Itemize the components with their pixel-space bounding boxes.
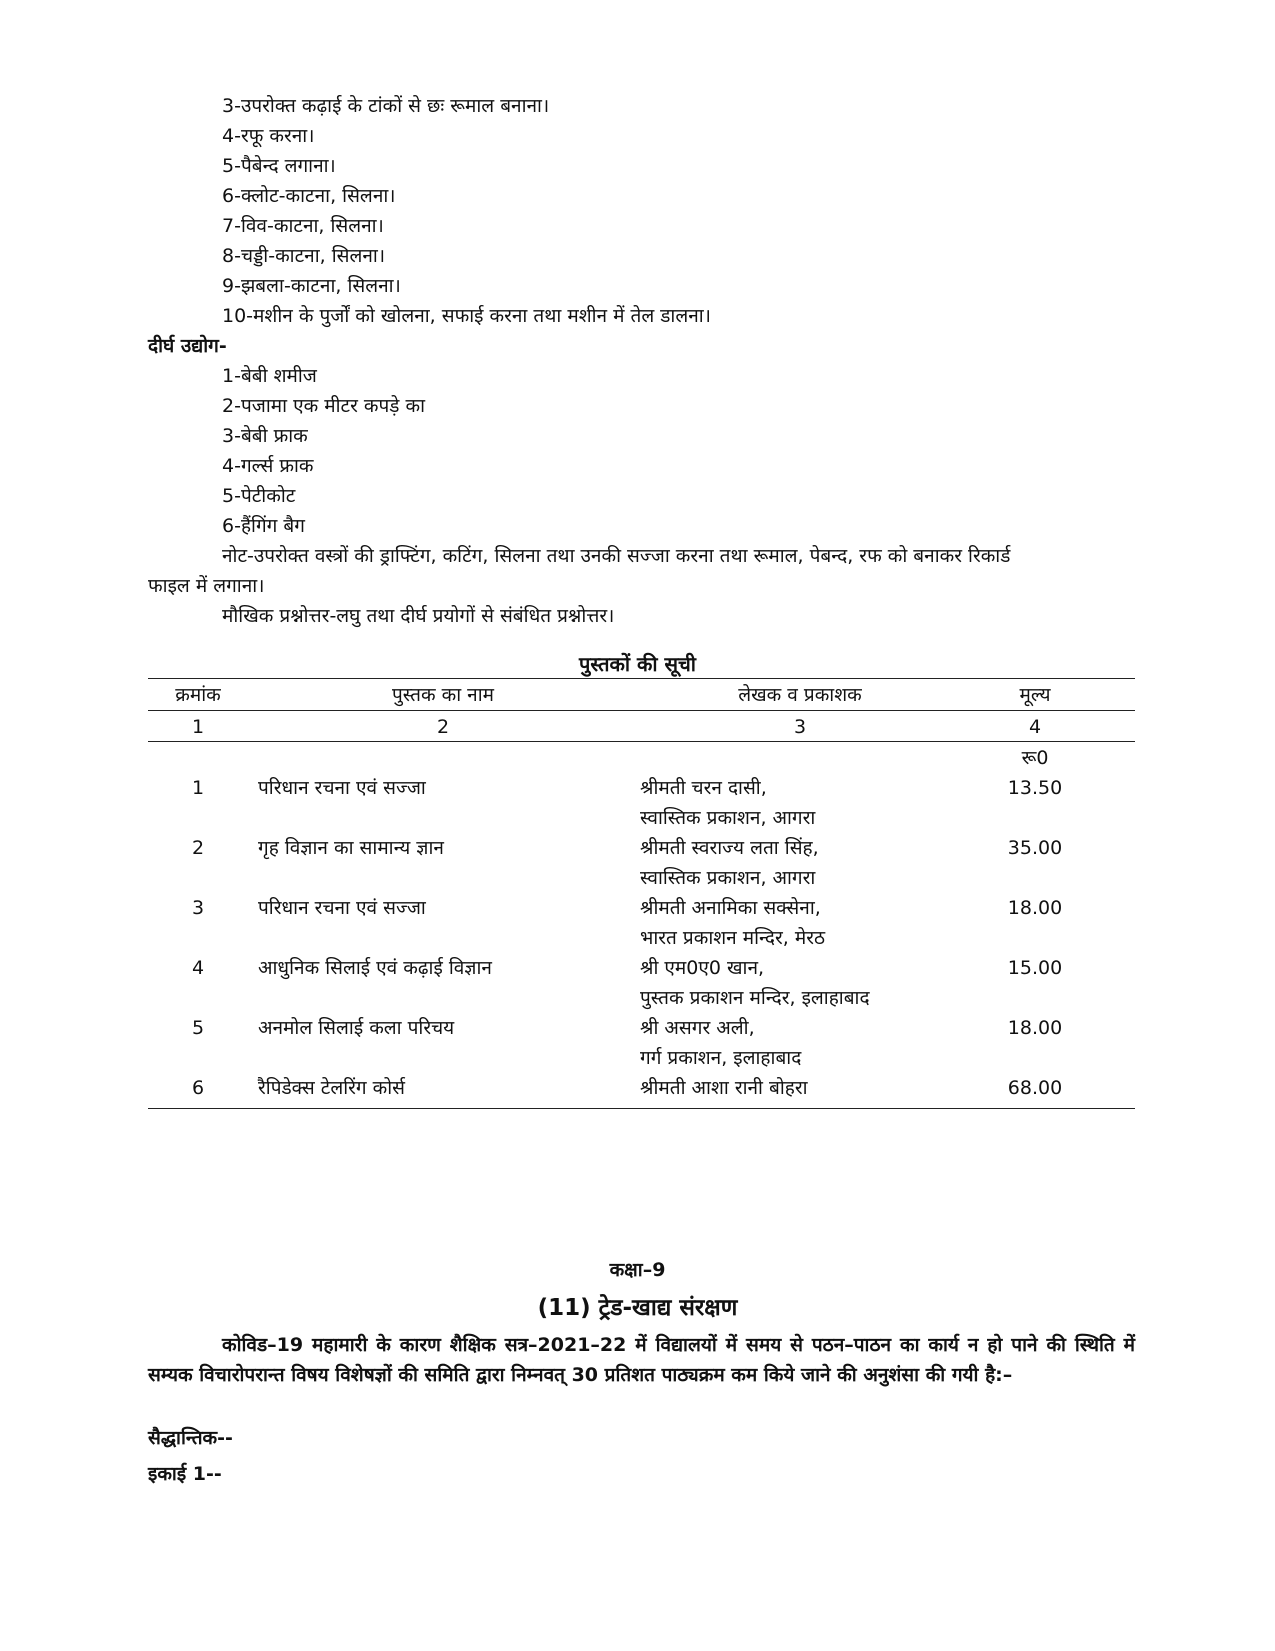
header-book-name: पुस्तक का नाम bbox=[391, 684, 495, 706]
practical-item: 5-पैबेन्द लगाना। bbox=[222, 155, 336, 177]
header-author-publisher: लेखक व प्रकाशक bbox=[738, 684, 862, 706]
unit-heading: इकाई 1-- bbox=[148, 1463, 222, 1485]
header-number: 1 bbox=[191, 716, 205, 738]
long-practical-item: 5-पेटीकोट bbox=[222, 485, 296, 507]
row-author: श्रीमती आशा रानी बोहरा bbox=[640, 1077, 808, 1099]
long-practical-item: 4-गर्ल्स फ्राक bbox=[222, 455, 314, 477]
row-publisher: भारत प्रकाशन मन्दिर, मेरठ bbox=[640, 927, 826, 949]
row-book-name: परिधान रचना एवं सज्जा bbox=[258, 897, 426, 919]
row-publisher: स्वास्तिक प्रकाशन, आगरा bbox=[640, 867, 816, 889]
header-price: मूल्य bbox=[1019, 684, 1051, 706]
row-publisher: स्वास्तिक प्रकाशन, आगरा bbox=[640, 807, 816, 829]
theory-heading: सैद्धान्तिक-- bbox=[148, 1427, 233, 1449]
practical-item: 7-विव-काटना, सिलना। bbox=[222, 215, 384, 237]
oral-questions-line: मौखिक प्रश्नोत्तर-लघु तथा दीर्घ प्रयोगों से संबंधित प्रश्नोत्तर। bbox=[222, 605, 615, 627]
row-price: 35.00 bbox=[1007, 837, 1063, 859]
currency-label: रू0 bbox=[1021, 747, 1049, 769]
header-number: 4 bbox=[1028, 716, 1042, 738]
row-price: 15.00 bbox=[1007, 957, 1063, 979]
row-author: श्री असगर अली, bbox=[640, 1017, 755, 1039]
row-price: 13.50 bbox=[1007, 777, 1063, 799]
practical-item: 6-क्लोट-काटना, सिलना। bbox=[222, 185, 396, 207]
row-book-name: गृह विज्ञान का सामान्य ज्ञान bbox=[258, 837, 444, 859]
practical-item: 10-मशीन के पुर्जों को खोलना, सफाई करना तथा मशीन में तेल डालना। bbox=[222, 305, 711, 327]
long-practical-item: 6-हैंगिंग बैग bbox=[222, 515, 305, 537]
header-number: 3 bbox=[793, 716, 807, 738]
practical-item: 4-रफू करना। bbox=[222, 125, 315, 147]
row-sno: 1 bbox=[191, 777, 205, 799]
long-practical-item: 3-बेबी फ्राक bbox=[222, 425, 308, 447]
row-sno: 5 bbox=[191, 1017, 205, 1039]
row-author: श्रीमती चरन दासी, bbox=[640, 777, 767, 799]
practical-item: 9-झबला-काटना, सिलना। bbox=[222, 275, 401, 297]
row-publisher: गर्ग प्रकाशन, इलाहाबाद bbox=[640, 1047, 802, 1069]
row-book-name: आधुनिक सिलाई एवं कढ़ाई विज्ञान bbox=[258, 957, 492, 979]
row-sno: 2 bbox=[191, 837, 205, 859]
row-publisher: पुस्तक प्रकाशन मन्दिर, इलाहाबाद bbox=[640, 987, 870, 1009]
table-top-rule bbox=[148, 678, 1135, 679]
row-book-name: परिधान रचना एवं सज्जा bbox=[258, 777, 426, 799]
row-price: 68.00 bbox=[1007, 1077, 1063, 1099]
table-header-rule bbox=[148, 710, 1135, 711]
table-bottom-rule bbox=[148, 1108, 1135, 1109]
table-number-rule bbox=[148, 741, 1135, 742]
header-sno: क्रमांक bbox=[175, 684, 221, 706]
row-sno: 3 bbox=[191, 897, 205, 919]
row-author: श्रीमती अनामिका सक्सेना, bbox=[640, 897, 821, 919]
row-author: श्री एम0ए0 खान, bbox=[640, 957, 765, 979]
row-price: 18.00 bbox=[1007, 1017, 1063, 1039]
row-book-name: अनमोल सिलाई कला परिचय bbox=[258, 1017, 455, 1039]
row-price: 18.00 bbox=[1007, 897, 1063, 919]
row-sno: 6 bbox=[191, 1077, 205, 1099]
practical-item: 8-चड्डी-काटना, सिलना। bbox=[222, 245, 386, 267]
practical-item: 3-उपरोक्त कढ़ाई के टांकों से छः रूमाल बनाना। bbox=[222, 95, 550, 117]
row-author: श्रीमती स्वराज्य लता सिंह, bbox=[640, 837, 819, 859]
section-title: (11) ट्रेड-खाद्य संरक्षण bbox=[537, 1295, 738, 1321]
syllabus-reduction-paragraph: कोविड–19 महामारी के कारण शैक्षिक सत्र–2021–22 में विद्यालयों में समय से पठन–पाठन का कार्य न हो पाने की स्थिति में सम्यक विचारोपरान्त विषय विशेषज्ञों की समिति द्वारा निम्नवत् 30 प्रतिशत पाठ्यक्रम कम किये जाने की अनुशंसा की गयी है:– bbox=[148, 1334, 1135, 1386]
long-practical-item: 1-बेबी शमीज bbox=[222, 365, 317, 387]
note-line: नोट-उपरोक्त वस्त्रों की ड्राफ्टिंग, कटिंग, सिलना तथा उनकी सज्जा करना तथा रूमाल, पेबन्द, रफ को बनाकर रिकार्ड bbox=[222, 545, 1011, 567]
row-book-name: रैपिडेक्स टेलरिंग कोर्स bbox=[258, 1077, 406, 1099]
long-practical-heading: दीर्घ उद्योग- bbox=[148, 335, 227, 357]
row-sno: 4 bbox=[191, 957, 205, 979]
long-practical-item: 2-पजामा एक मीटर कपड़े का bbox=[222, 395, 425, 417]
note-continuation: फाइल में लगाना। bbox=[148, 575, 265, 597]
class-label: कक्षा–9 bbox=[609, 1259, 666, 1281]
header-number: 2 bbox=[436, 716, 450, 738]
book-list-title: पुस्तकों की सूची bbox=[579, 652, 696, 676]
